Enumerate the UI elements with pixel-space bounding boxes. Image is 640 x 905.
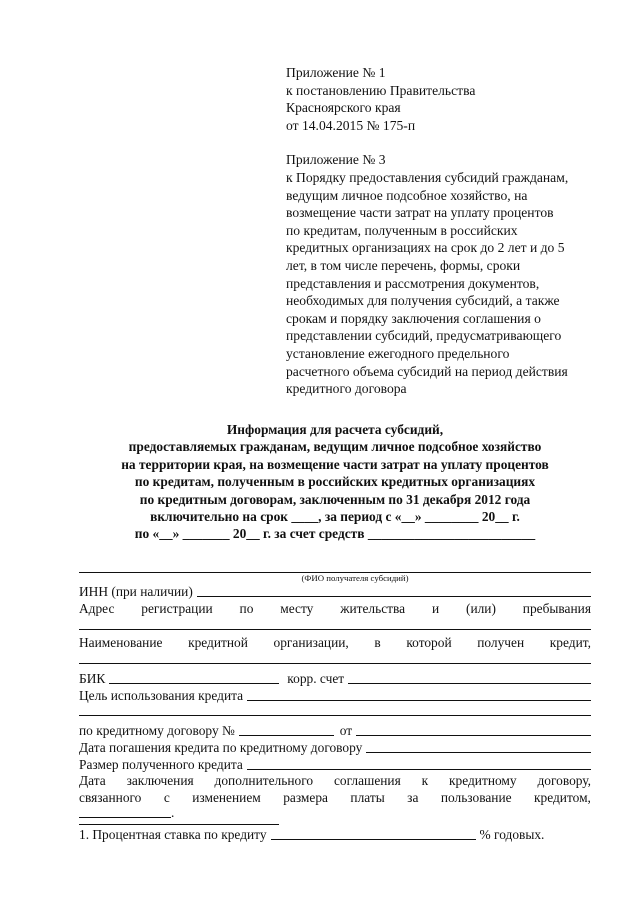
addendum-word: за xyxy=(407,790,419,805)
inn-field[interactable] xyxy=(197,596,591,597)
repayment-field[interactable] xyxy=(366,752,591,753)
addendum-word: заключения xyxy=(126,773,194,788)
from-label: от xyxy=(339,723,353,738)
addendum-word: договору, xyxy=(537,773,591,788)
bik-row xyxy=(79,670,591,687)
title-line: Информация для расчета субсидий, xyxy=(226,422,444,437)
addendum-word: кредитом, xyxy=(534,790,591,805)
contract-number-field[interactable] xyxy=(239,735,334,736)
inn-label: ИНН (при наличии) xyxy=(79,584,193,599)
addendum-word: к xyxy=(421,773,429,788)
appendix3-line: кредитного договора xyxy=(286,381,407,397)
org-word: которой xyxy=(406,635,452,650)
rate-row xyxy=(79,824,545,843)
addendum-word: пользование xyxy=(440,790,512,805)
title-line: по «__» _______ 20__ г. за счет средств _________________________ xyxy=(134,526,536,542)
document-title xyxy=(70,421,600,543)
addendum-word: связанного xyxy=(79,790,142,805)
appendix1-line: к постановлению Правительства xyxy=(286,82,476,98)
repayment-label: Дата погашения кредита по кредитному договору xyxy=(79,740,363,755)
address-row xyxy=(79,601,591,618)
corr-label: корр. счет xyxy=(287,671,345,686)
appendix3-line: установление ежегодного предельного xyxy=(286,345,510,361)
title-line: по кредитным договорам, заключенным по 31 декабря 2012 года xyxy=(139,491,531,507)
org-word: кредитной xyxy=(188,635,248,650)
contract-row xyxy=(79,722,591,739)
address-word: по xyxy=(239,601,254,616)
title-line: включительно на срок ____, за период с «__» ________ 20__ г. xyxy=(150,509,520,525)
addendum-word: дополнительного xyxy=(214,773,314,788)
appendix1-line: от 14.04.2015 № 175-п xyxy=(286,117,416,133)
subsidy-form xyxy=(79,560,591,843)
title-line: на территории края, на возмещение части затрат на уплату процентов xyxy=(121,456,549,472)
org-row xyxy=(79,635,591,652)
address-word: Адрес xyxy=(79,601,115,616)
purpose-field[interactable] xyxy=(247,700,591,701)
appendix-header xyxy=(286,64,601,398)
address-word: (или) xyxy=(465,601,496,616)
addendum-row-2 xyxy=(79,790,591,807)
amount-row xyxy=(79,756,591,773)
rate-field[interactable] xyxy=(271,839,476,840)
appendix3-line: представлении субсидий, предусматривающего xyxy=(286,328,562,344)
address-word: регистрации xyxy=(141,601,213,616)
appendix3-line: расчетного объема субсидий на период действия xyxy=(286,363,568,379)
corr-field[interactable] xyxy=(348,683,591,684)
bik-label: БИК xyxy=(79,671,106,686)
title-line: по кредитам, полученным в российских кредитных организациях xyxy=(134,474,536,490)
org-word: в xyxy=(374,635,381,650)
bik-field[interactable] xyxy=(109,683,279,684)
appendix3-line: к Порядку предоставления субсидий гражданам, xyxy=(286,169,569,185)
address-field[interactable] xyxy=(79,618,591,630)
purpose-field-2[interactable] xyxy=(79,704,591,716)
appendix3-line: ведущим личное подсобное хозяйство, на xyxy=(286,187,528,203)
addendum-word: с xyxy=(163,790,170,805)
rate-label: 1. Процентная ставка по кредиту xyxy=(79,827,267,842)
appendix3-line: представления и рассмотрения документов, xyxy=(286,275,540,291)
recipient-caption: (ФИО получателя субсидий) xyxy=(301,573,409,583)
repayment-row xyxy=(79,739,591,756)
addendum-date-row xyxy=(79,807,591,821)
appendix3-line: лет, в том числе перечень, формы, сроки xyxy=(286,257,521,273)
org-field[interactable] xyxy=(79,652,591,664)
amount-field[interactable] xyxy=(247,769,591,770)
recipient-name-field[interactable] xyxy=(79,560,591,573)
addendum-date-field[interactable] xyxy=(79,817,171,818)
address-word: пребывания xyxy=(522,601,591,616)
appendix1-line: Приложение № 1 xyxy=(286,65,386,80)
addendum-row-1 xyxy=(79,773,591,790)
addendum-word: Дата xyxy=(79,773,106,788)
org-word: организации, xyxy=(273,635,349,650)
appendix3-line: кредитных организациях на срок до 2 лет и до 5 xyxy=(286,240,565,256)
appendix1-line: Красноярского края xyxy=(286,100,401,116)
addendum-word: платы xyxy=(350,790,385,805)
appendix3-line: срокам и порядку заключения соглашения о xyxy=(286,310,541,326)
rate-suffix: % годовых. xyxy=(479,827,545,842)
org-word: Наименование xyxy=(79,635,163,650)
address-word: месту xyxy=(280,601,314,616)
purpose-label: Цель использования кредита xyxy=(79,688,244,703)
appendix3-line: необходимых для получения субсидий, а также xyxy=(286,293,560,309)
contract-label: по кредитному договору № xyxy=(79,723,235,738)
org-word: кредит, xyxy=(549,635,591,650)
addendum-word: размера xyxy=(283,790,328,805)
appendix3-line: возмещение части затрат на уплату процентов xyxy=(286,205,554,221)
appendix3-block xyxy=(286,151,601,397)
addendum-word: изменением xyxy=(192,790,261,805)
purpose-row xyxy=(79,687,591,704)
contract-date-field[interactable] xyxy=(356,735,591,736)
appendix3-heading: Приложение № 3 xyxy=(286,152,386,168)
inn-row xyxy=(79,583,591,600)
amount-label: Размер полученного кредита xyxy=(79,757,243,772)
addendum-end: . xyxy=(171,805,175,820)
addendum-word: кредитному xyxy=(449,773,517,788)
appendix3-line: по кредитам, полученным в российских xyxy=(286,222,518,238)
org-word: получен xyxy=(477,635,525,650)
addendum-word: соглашения xyxy=(333,773,401,788)
address-word: жительства xyxy=(340,601,406,616)
title-line: предоставляемых гражданам, ведущим личное подсобное хозяйство xyxy=(128,439,542,455)
address-word: и xyxy=(431,601,440,616)
